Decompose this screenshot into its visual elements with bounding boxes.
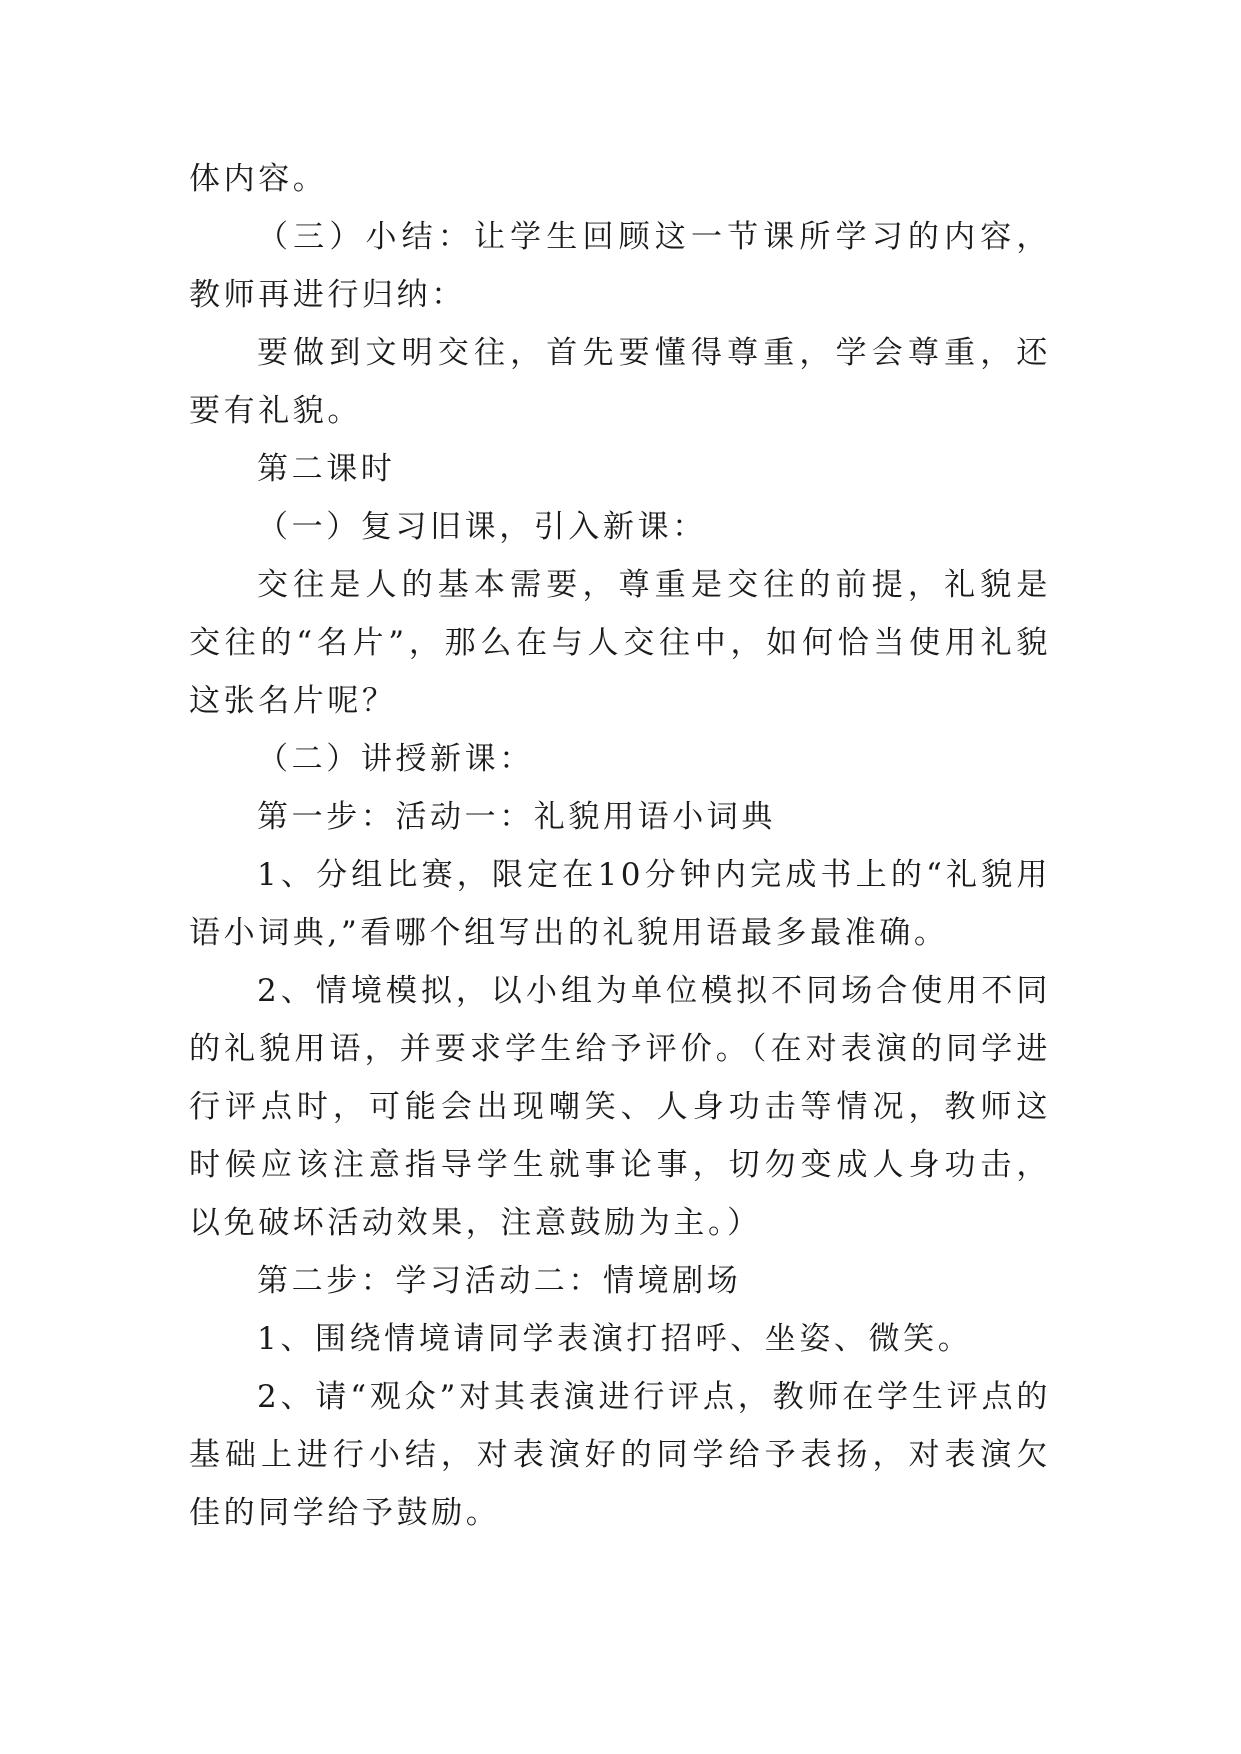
paragraph-11: 第二步：学习活动二：情境剧场 [257, 1263, 742, 1299]
paragraph-5: （一）复习旧课，引入新课： [257, 509, 707, 545]
paragraph-2: （三）小结：让学生回顾这一节课所学习的内容，教师再进行归纳： [189, 219, 1051, 313]
paragraph-8: 第一步：活动一：礼貌用语小词典 [257, 799, 776, 835]
paragraph-6: 交往是人的基本需要，尊重是交往的前提，礼貌是交往的“名片”，那么在与人交往中，如何恰当使用礼貌这张名片呢？ [189, 567, 1051, 719]
paragraph-10: 2、情境模拟，以小组为单位模拟不同场合使用不同的礼貌用语，并要求学生给予评价。（在对表演的同学进行评点时，可能会出现嘲笑、人身功击等情况，教师这时候应该注意指导学生就事论事，切勿变成人身功击，以免破坏活动效果，注意鼓励为主。） [189, 973, 1051, 1241]
paragraph-1: 体内容。 [189, 161, 328, 197]
section-heading-second-lesson: 第二课时 [257, 451, 396, 487]
paragraph-13: 2、请“观众”对其表演进行评点，教师在学生评点的基础上进行小结，对表演好的同学给予表扬，对表演欠佳的同学给予鼓励。 [189, 1379, 1051, 1531]
paragraph-12: 1、围绕情境请同学表演打招呼、坐姿、微笑。 [257, 1321, 973, 1357]
paragraph-3: 要做到文明交往，首先要懂得尊重，学会尊重，还要有礼貌。 [189, 335, 1051, 429]
paragraph-9: 1、分组比赛，限定在10分钟内完成书上的“礼貌用语小词典,”看哪个组写出的礼貌用语最多最准确。 [189, 857, 1051, 951]
document-page [189, 150, 1051, 1542]
paragraph-7: （二）讲授新课： [257, 741, 534, 777]
